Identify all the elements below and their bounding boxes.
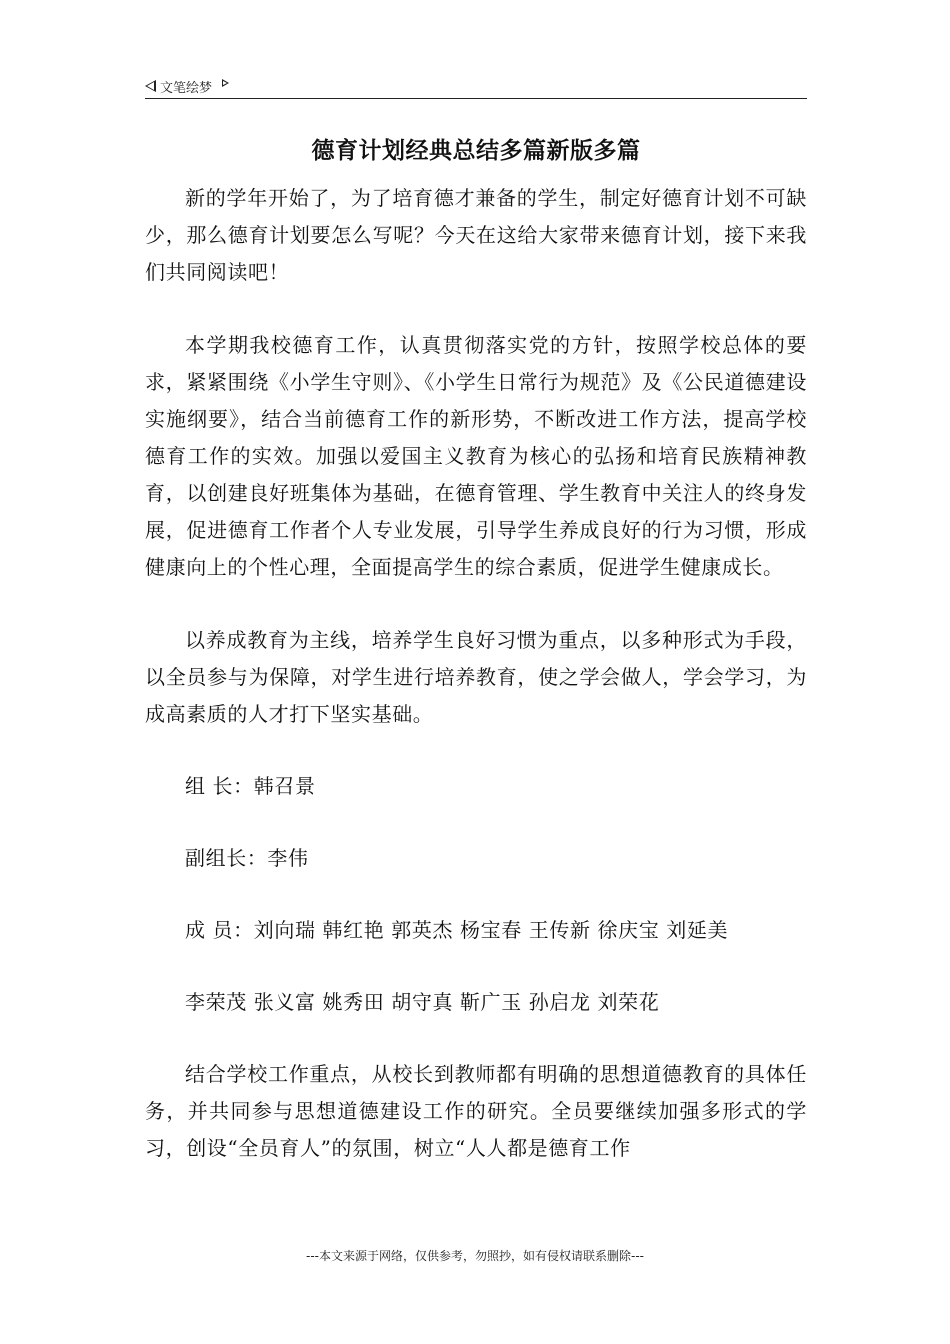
members-line-2: 李荣茂 张义富 姚秀田 胡守真 靳广玉 孙启龙 刘荣花	[185, 990, 660, 1014]
members-line-1: 成 员：刘向瑞 韩红艳 郭英杰 杨宝春 王传新 徐庆宝 刘延美	[185, 918, 729, 942]
body-paragraph-3: 结合学校工作重点，从校长到教师都有明确的思想道德教育的具体任务，并共同参与思想道德建设工作的研究。全员要继续加强多形式的学习，创设“全员育人”的氛围，树立“人人都是德育工作	[145, 1062, 807, 1160]
triangle-left-icon	[145, 80, 156, 92]
triangle-right-icon	[222, 79, 229, 87]
body-paragraph-1: 本学期我校德育工作，认真贯彻落实党的方针，按照学校总体的要求，紧紧围绕《小学生守则》、《小学生日常行为规范》及《公民道德建设实施纲要》，结合当前德育工作的新形势，不断改进工作方法，提高学校德育工作的实效。加强以爱国主义教育为核心的弘扬和培育民族精神教育，以创建良好班集体为基础，在德育管理、学生教育中关注人的终身发展，促进德育工作者个人专业发展，引导学生养成良好的行为习惯，形成健康向上的个性心理，全面提高学生的综合素质，促进学生健康成长。	[145, 333, 807, 579]
vice-leader-line: 副组长：李伟	[185, 846, 309, 870]
leader-line: 组 长：韩召景	[185, 774, 316, 798]
body-paragraph-2: 以养成教育为主线，培养学生良好习惯为重点，以多种形式为手段，以全员参与为保障，对学生进行培养教育，使之学会做人，学会学习，为成高素质的人才打下坚实基础。	[145, 628, 807, 726]
intro-paragraph: 新的学年开始了，为了培育德才兼备的学生，制定好德育计划不可缺少，那么德育计划要怎么写呢？今天在这给大家带来德育计划，接下来我们共同阅读吧！	[145, 186, 807, 284]
document-title: 德育计划经典总结多篇新版多篇	[311, 138, 641, 164]
page-footer: ---本文来源于网络，仅供参考，勿照抄，如有侵权请联系删除---	[306, 1249, 644, 1263]
document-body	[145, 180, 807, 1167]
header-brand: 文笔绘梦	[160, 80, 213, 96]
page-header	[145, 74, 807, 99]
